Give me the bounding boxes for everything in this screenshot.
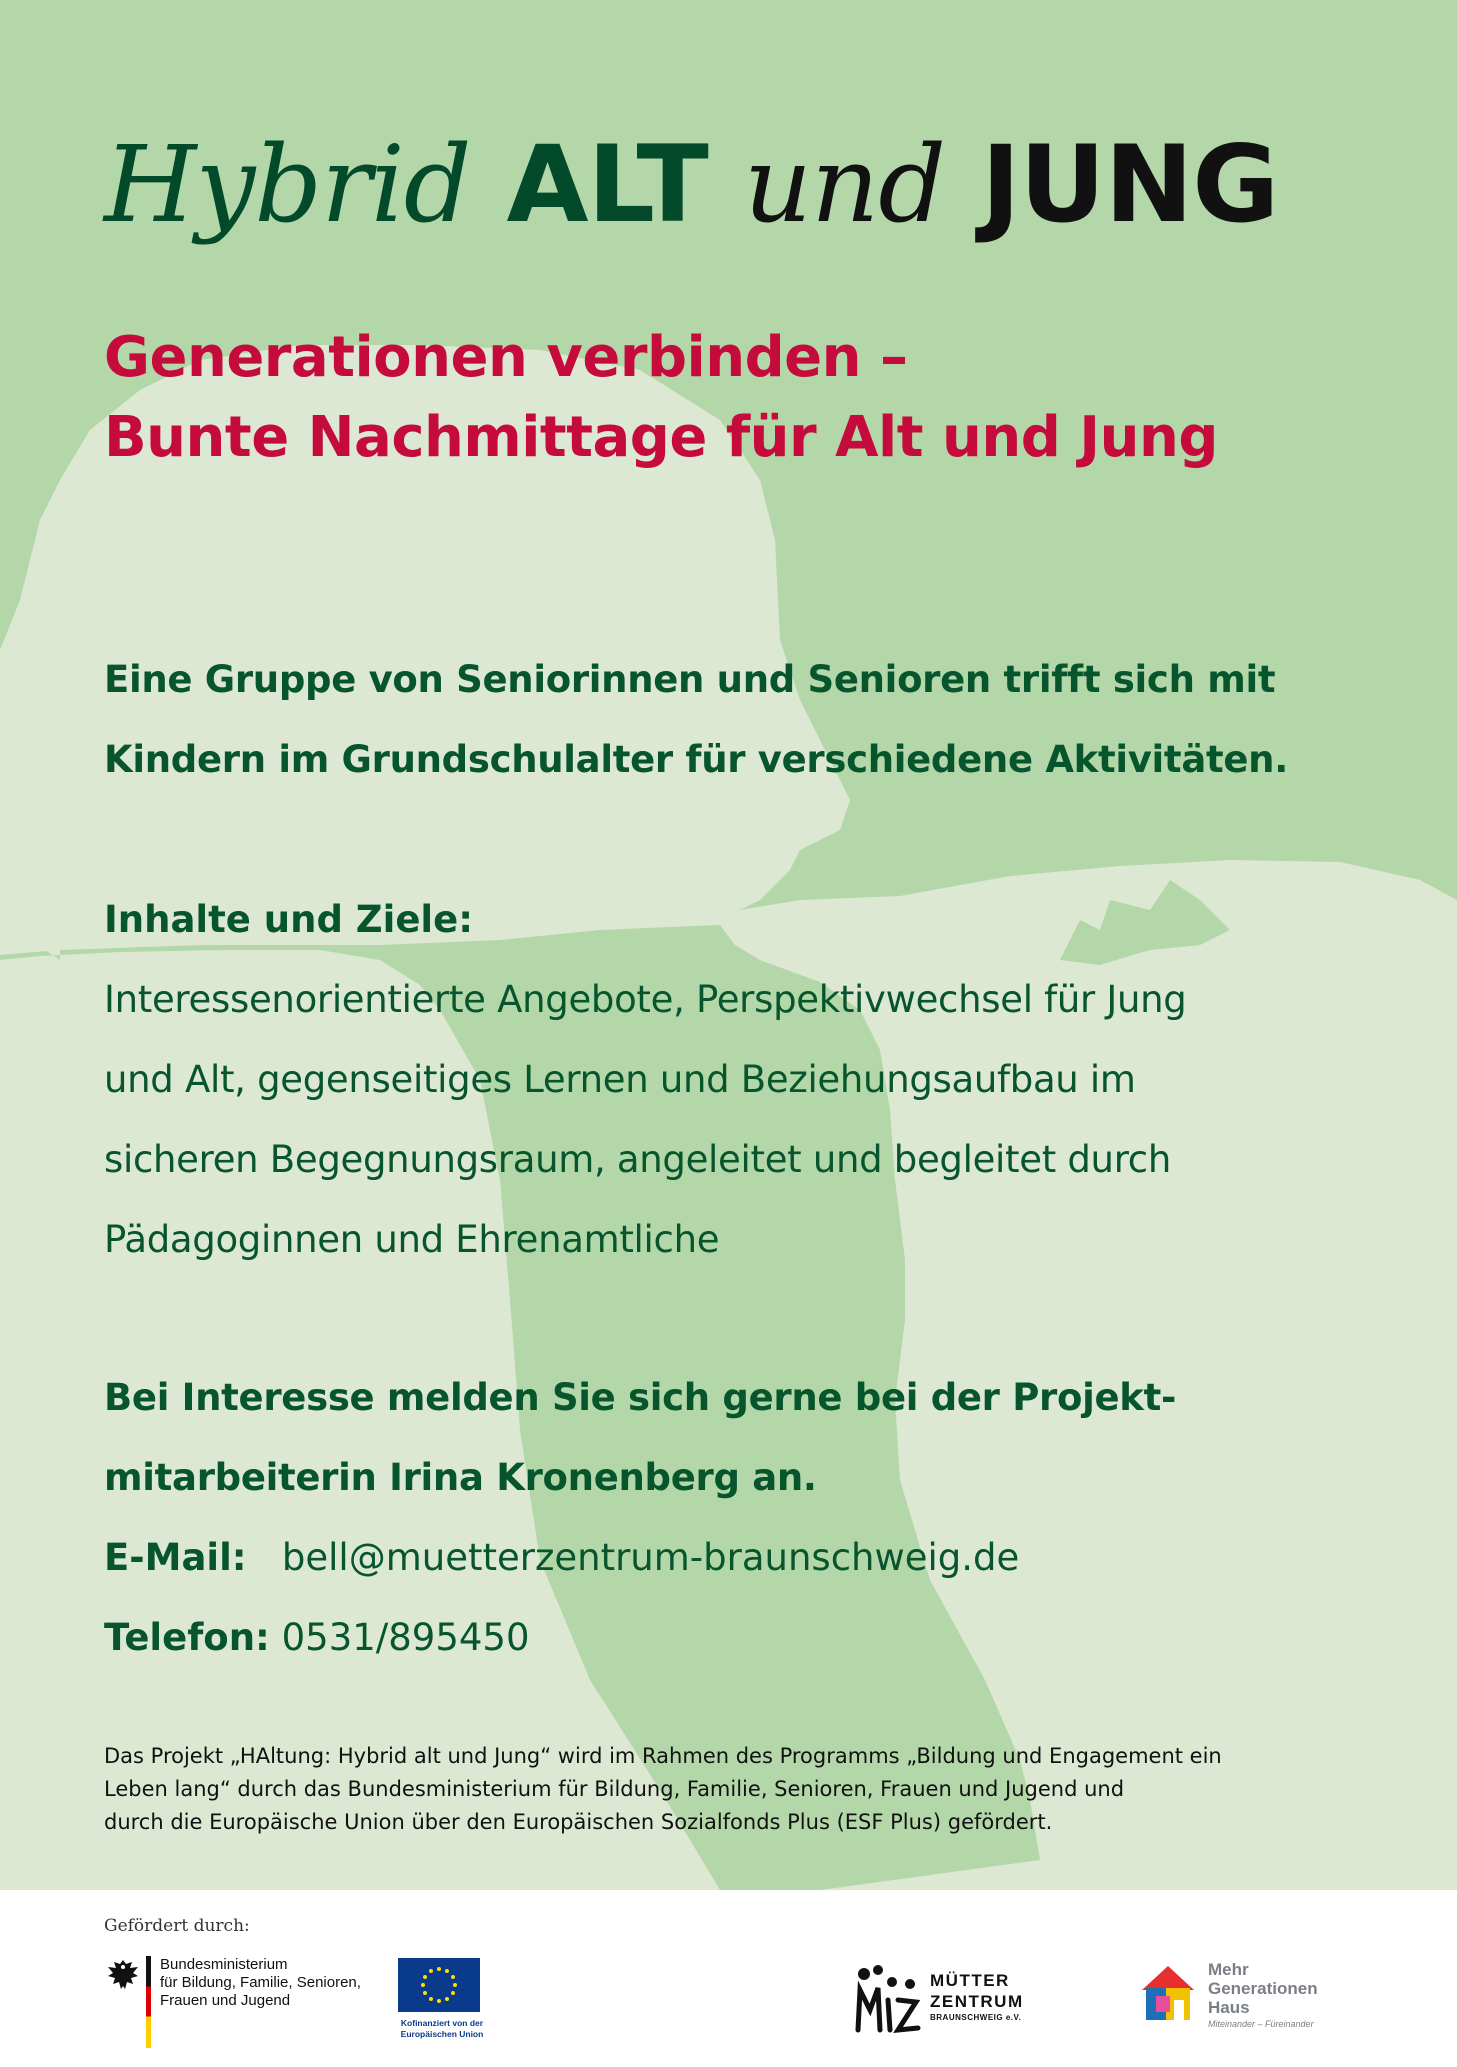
goals-paragraph [104,960,1186,1280]
footnote-line-1: Das Projekt „HAltung: Hybrid alt und Jung“ wird im Rahmen des Programms „Bildung und Engagement ein [104,1744,1222,1768]
mgh-line-3: Haus [1208,1998,1250,2017]
bmfsfj-line-1: Bundesministerium [160,1956,288,1973]
muez-line-3: BRAUNSCHWEIG e.V. [930,2013,1022,2022]
contact-line-2: mitarbeiterin Irina Kronenberg an. [104,1456,817,1499]
muez-line-1: MÜTTER [930,1971,1010,1990]
goals-line-1: Interessenorientierte Angebote, Perspektivwechsel für Jung [104,978,1187,1021]
title-part-jung: JUNG [981,123,1279,246]
intro-line-1: Eine Gruppe von Seniorinnen und Senioren trifft sich mit [104,658,1276,701]
mgh-wordmark [1208,1960,1318,2031]
footnote-line-3: durch die Europäische Union über den Europäischen Sozialfonds Plus (ESF Plus) gefördert. [104,1810,1053,1834]
subtitle-line-2: Bunte Nachmittage für Alt und Jung [104,405,1218,470]
eu-caption [392,2018,492,2040]
muez-wordmark [930,1970,1024,2024]
title-part-hybrid: Hybrid [104,123,471,246]
phone-label: Telefon: [104,1616,270,1659]
bmfsfj-logo [104,1956,364,2056]
sponsor-bar [0,1890,1457,2067]
mehrgenerationenhaus-logo [1138,1960,1338,2050]
subtitle [104,318,1218,478]
goals-heading: Inhalte und Ziele: [104,898,473,941]
email-address[interactable]: bell@muetterzentrum-braunschweig.de [281,1536,1020,1579]
page-title [104,120,1278,250]
muez-line-2: ZENTRUM [930,1992,1024,2011]
intro-paragraph [104,640,1404,800]
german-flag-stripe [146,1956,151,2048]
mgh-line-1: Mehr [1208,1960,1249,1979]
goals-line-2: und Alt, gegenseitiges Lernen und Beziehungsaufbau im [104,1058,1136,1101]
sponsor-label: Gefördert durch: [104,1916,250,1936]
eu-caption-line-1: Kofinanziert von der [400,2018,484,2028]
eu-caption-line-2: Europäischen Union [400,2029,484,2039]
footnote-line-2: Leben lang“ durch das Bundesministerium für Bildung, Familie, Senioren, Frauen und Jugend und [104,1777,1125,1801]
mgh-tagline: Miteinander – Füreinander [1208,2019,1314,2029]
email-row [104,1518,1019,1598]
bmfsfj-line-3: Frauen und Jugend [160,1992,291,2009]
mgh-house-icon [1138,1962,1200,2024]
goals-line-4: Pädagoginnen und Ehrenamtliche [104,1218,720,1261]
mgh-line-2: Generationen [1208,1979,1318,1998]
contact-line-1: Bei Interesse melden Sie sich gerne bei der Projekt- [104,1376,1177,1419]
funding-footnote [104,1740,1222,1839]
intro-line-2: Kindern im Grundschulalter für verschiedene Aktivitäten. [104,738,1288,781]
title-part-und: und [743,123,946,246]
muez-figures-icon [852,1960,924,2040]
contact-paragraph [104,1358,1176,1518]
subtitle-line-1: Generationen verbinden – [104,325,908,390]
goals-line-3: sicheren Begegnungsraum, angeleitet und begleitet durch [104,1138,1171,1181]
phone-row [104,1598,530,1678]
federal-eagle-icon [106,1958,140,1994]
title-part-alt: ALT [506,123,708,246]
eu-flag-icon [398,1958,480,2012]
bmfsfj-line-2: für Bildung, Familie, Senioren, [160,1974,361,1991]
bmfsfj-wordmark [160,1956,361,2010]
phone-number[interactable]: 0531/895450 [281,1616,530,1659]
email-label: E-Mail: [104,1536,247,1579]
muetterzentrum-logo [852,1960,1052,2050]
